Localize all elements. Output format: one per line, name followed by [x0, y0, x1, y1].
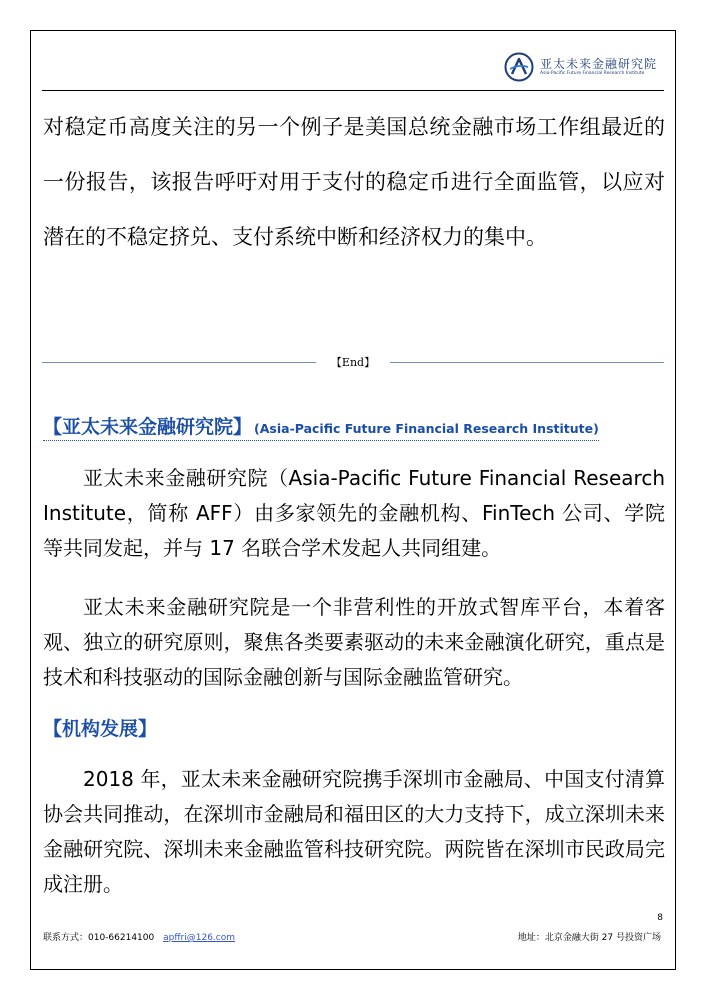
contact-email-link[interactable]: apffri@126.com — [163, 933, 236, 943]
end-line-right — [390, 362, 664, 363]
development-paragraph: 2018 年，亚太未来金融研究院携手深圳市金融局、中国支付清算协会共同推动，在深圳市金融局和福田区的大力支持下，成立深圳未来金融研究院、深圳未来金融监管科技研究院。两院皆在深圳市民政局完成注册。 — [43, 767, 665, 896]
section-development-title: 【机构发展】 — [43, 718, 158, 740]
page-number: 8 — [657, 913, 663, 923]
end-label: 【End】 — [330, 356, 376, 369]
intro-paragraph: 对稳定币高度关注的另一个例子是美国总统金融市场工作组最近的一份报告，该报告呼吁对用于支付的稳定币进行全面监管，以应对潜在的不稳定挤兑、支付系统中断和经济权力的集中。 — [43, 115, 665, 249]
footer-address: 地址：北京金融大街 27 号投资广场 — [517, 933, 661, 943]
section-institute-title: 【亚太未来金融研究院】 — [43, 416, 253, 438]
contact-phone: 联系方式：010-66214100 — [43, 933, 155, 943]
logo-en-text: Asia-Pacific Future Financial Research Institute — [539, 71, 645, 76]
header-rule — [42, 90, 664, 91]
end-divider — [42, 352, 664, 372]
section-institute-heading — [43, 412, 599, 441]
section-institute-title-en: (Asia-Pacific Future Financial Research Institute) — [254, 421, 599, 436]
footer-contact — [43, 930, 235, 943]
institute-logo — [504, 52, 657, 82]
institute-paragraph-1: 亚太未来金融研究院（Asia-Pacific Future Financial Research Institute，简称 AFF）由多家领先的金融机构、FinTech 公司、学院等共同发起，并与 17 名联合学术发起人共同组建。 — [43, 466, 665, 560]
institute-paragraph-2: 亚太未来金融研究院是一个非营利性的开放式智库平台，本着客观、独立的研究原则，聚焦各类要素驱动的未来金融演化研究，重点是技术和科技驱动的国际金融创新与国际金融监管研究。 — [43, 595, 665, 689]
logo-cn-text: 亚太未来金融研究院 — [539, 57, 657, 71]
a-logo-icon — [504, 52, 534, 82]
